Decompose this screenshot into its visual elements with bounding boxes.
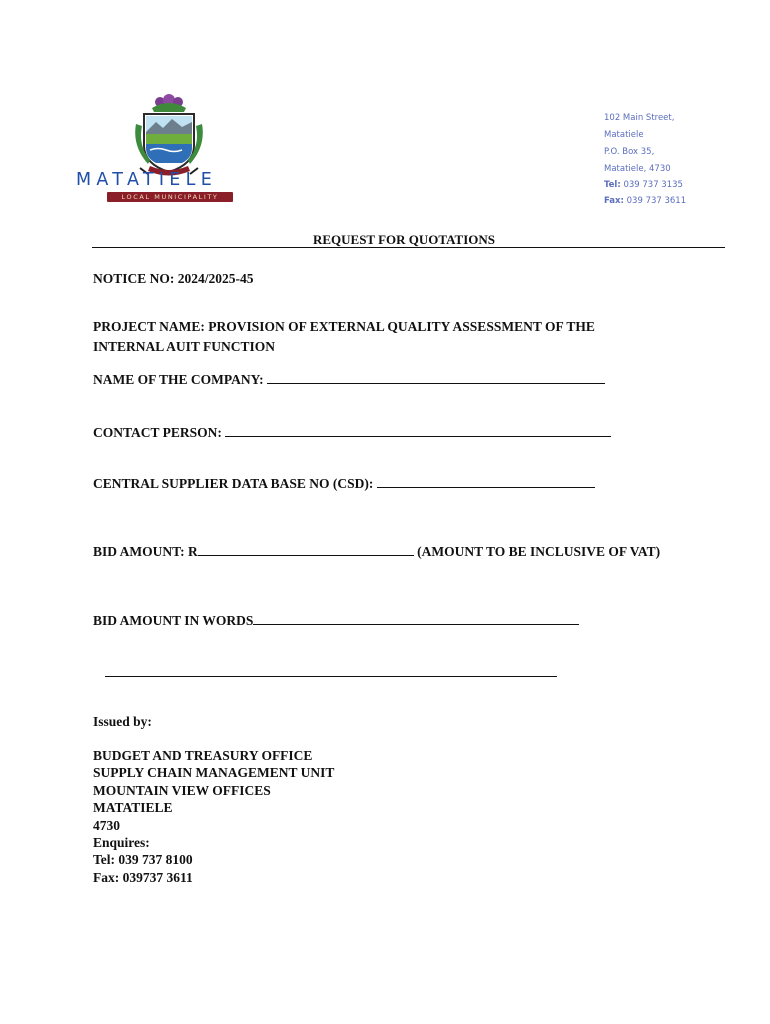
company-name-label: NAME OF THE COMPANY:: [93, 372, 264, 387]
bid-amount-field[interactable]: [198, 543, 414, 556]
project-name-line2: INTERNAL AUIT FUNCTION: [93, 339, 276, 354]
csd-field[interactable]: [377, 475, 595, 488]
bid-amount-note: (AMOUNT TO BE INCLUSIVE OF VAT): [417, 544, 661, 559]
enquiries-fax: Fax: 039737 3611: [93, 869, 193, 885]
company-name-field[interactable]: [267, 371, 605, 384]
bid-words-field[interactable]: [253, 612, 579, 625]
address-town-code: Matatiele, 4730: [604, 164, 671, 174]
logo-wordmark: MATATIELE: [76, 170, 218, 190]
contact-person-field[interactable]: [225, 424, 611, 437]
bid-amount-row: [93, 543, 660, 560]
notice-number: NOTICE NO: 2024/2025-45: [93, 271, 254, 286]
address-fax: [604, 196, 686, 206]
company-name-row: [93, 371, 605, 388]
issuer-postal-code: 4730: [93, 817, 120, 833]
enquiries-tel: Tel: 039 737 8100: [93, 852, 193, 868]
title-divider: [92, 247, 725, 248]
tel-label: Tel:: [604, 180, 621, 190]
issuer-block: [93, 747, 334, 886]
bid-words-label: BID AMOUNT IN WORDS: [93, 613, 254, 628]
csd-row: [93, 475, 595, 492]
contact-person-label: CONTACT PERSON:: [93, 425, 222, 440]
logo-subtitle: LOCAL MUNICIPALITY: [107, 192, 233, 202]
municipal-crest-logo: [130, 94, 208, 178]
issuer-unit: SUPPLY CHAIN MANAGEMENT UNIT: [93, 765, 335, 781]
fax-number: 039 737 3611: [626, 196, 687, 206]
address-street: 102 Main Street,: [604, 113, 675, 123]
issued-by-label: Issued by:: [93, 714, 152, 729]
issuer-building: MOUNTAIN VIEW OFFICES: [93, 782, 271, 798]
address-town: Matatiele: [604, 130, 644, 140]
issuer-town: MATATIELE: [93, 800, 173, 816]
fax-label: Fax:: [604, 196, 624, 206]
address-po-box: P.O. Box 35,: [604, 147, 655, 157]
project-name-line1: PROJECT NAME: PROVISION OF EXTERNAL QUALITY ASSESSMENT OF THE: [93, 319, 595, 334]
bid-words-continuation-field[interactable]: [105, 676, 557, 677]
csd-label: CENTRAL SUPPLIER DATA BASE NO (CSD):: [93, 476, 374, 491]
document-title: REQUEST FOR QUOTATIONS: [312, 232, 496, 247]
bid-words-row: [93, 612, 579, 629]
enquiries-label: Enquires:: [93, 835, 150, 851]
address-tel: [604, 180, 683, 190]
tel-number: 039 737 3135: [623, 180, 683, 190]
bid-amount-label: BID AMOUNT: R: [93, 544, 198, 559]
contact-person-row: [93, 424, 611, 441]
issuer-office: BUDGET AND TREASURY OFFICE: [93, 748, 313, 763]
